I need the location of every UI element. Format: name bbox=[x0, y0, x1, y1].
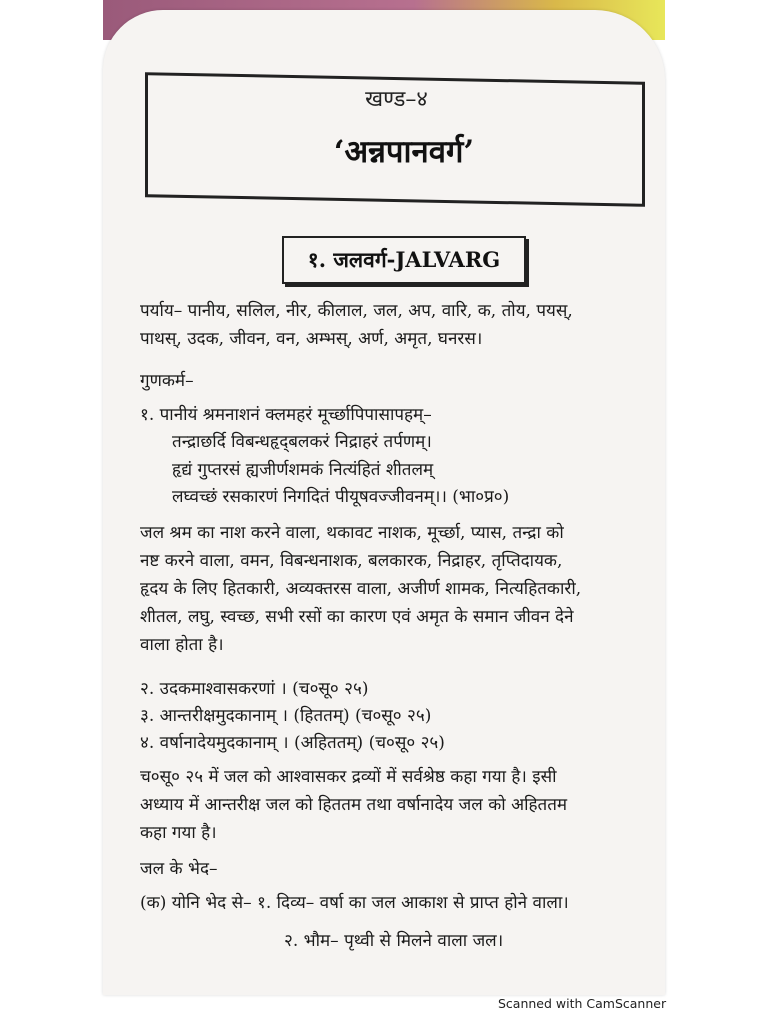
shloka-line-4: लघ्वच्छं रसकारणं निगदितं पीयूषवज्जीवनम्।। (भा०प्र०) bbox=[172, 487, 510, 507]
khand-heading: खण्ड–४ bbox=[365, 87, 428, 112]
ref-line-3: ३. आन्तरीक्षमुदकानाम् । (हिततम्) (च०सू० २५) bbox=[140, 706, 432, 726]
varga-title: ‘अन्नपानवर्ग’ bbox=[333, 134, 475, 170]
shloka-line-3: हृद्यं गुप्तरसं ह्यजीर्णशमकं नित्यंहितं शीतलम् bbox=[172, 460, 434, 480]
scanner-watermark: Scanned with CamScanner bbox=[498, 996, 667, 1011]
ref-line-4: ४. वर्षानादेयमुदकानाम् । (अहिततम्) (च०सू० २५) bbox=[140, 733, 445, 753]
explanation-line-1: जल श्रम का नाश करने वाला, थकावट नाशक, मूर्च्छा, प्यास, तन्द्रा को bbox=[140, 523, 564, 543]
section-title: १. जलवर्ग-JALVARG bbox=[282, 236, 526, 284]
gunakarma-label: गुणकर्म– bbox=[140, 371, 194, 391]
explanation-line-5: वाला होता है। bbox=[140, 635, 224, 655]
ref-note-line-1: च०सू० २५ में जल को आश्वासकर द्रव्यों में सर्वश्रेष्ठ कहा गया है। इसी bbox=[140, 767, 557, 787]
explanation-line-3: हृदय के लिए हितकारी, अव्यक्तरस वाला, अजीर्ण शामक, नित्यहितकारी, bbox=[140, 579, 582, 599]
explanation-line-2: नष्ट करने वाला, वमन, विबन्धनाशक, बलकारक, निद्राहर, तृप्तिदायक, bbox=[140, 551, 563, 571]
bheda-line-1: (क) योनि भेद से– १. दिव्य– वर्षा का जल आकाश से प्राप्त होने वाला। bbox=[140, 893, 569, 913]
ref-note-line-2: अध्याय में आन्तरीक्ष जल को हिततम तथा वर्षानादेय जल को अहिततम bbox=[140, 795, 568, 815]
paryaya-line-2: पाथस्, उदक, जीवन, वन, अम्भस्, अर्ण, अमृत, घनरस। bbox=[140, 329, 483, 349]
bheda-label: जल के भेद– bbox=[140, 859, 218, 879]
explanation-line-4: शीतल, लघु, स्वच्छ, सभी रसों का कारण एवं अमृत के समान जीवन देने bbox=[140, 607, 574, 627]
shloka-line-1: १. पानीयं श्रमनाशनं क्लमहरं मूर्च्छापिपासापहम्– bbox=[140, 405, 432, 425]
ref-note-line-3: कहा गया है। bbox=[140, 823, 217, 843]
paryaya-line-1: पर्याय– पानीय, सलिल, नीर, कीलाल, जल, अप, वारि, क, तोय, पयस्, bbox=[140, 301, 573, 321]
ref-line-2: २. उदकमाश्वासकरणां । (च०सू० २५) bbox=[140, 679, 369, 699]
shloka-line-2: तन्द्राछर्दि विबन्धहृद्‌बलकरं निद्राहरं तर्पणम्। bbox=[172, 432, 432, 452]
bheda-line-2: २. भौम– पृथ्वी से मिलने वाला जल। bbox=[284, 931, 504, 951]
